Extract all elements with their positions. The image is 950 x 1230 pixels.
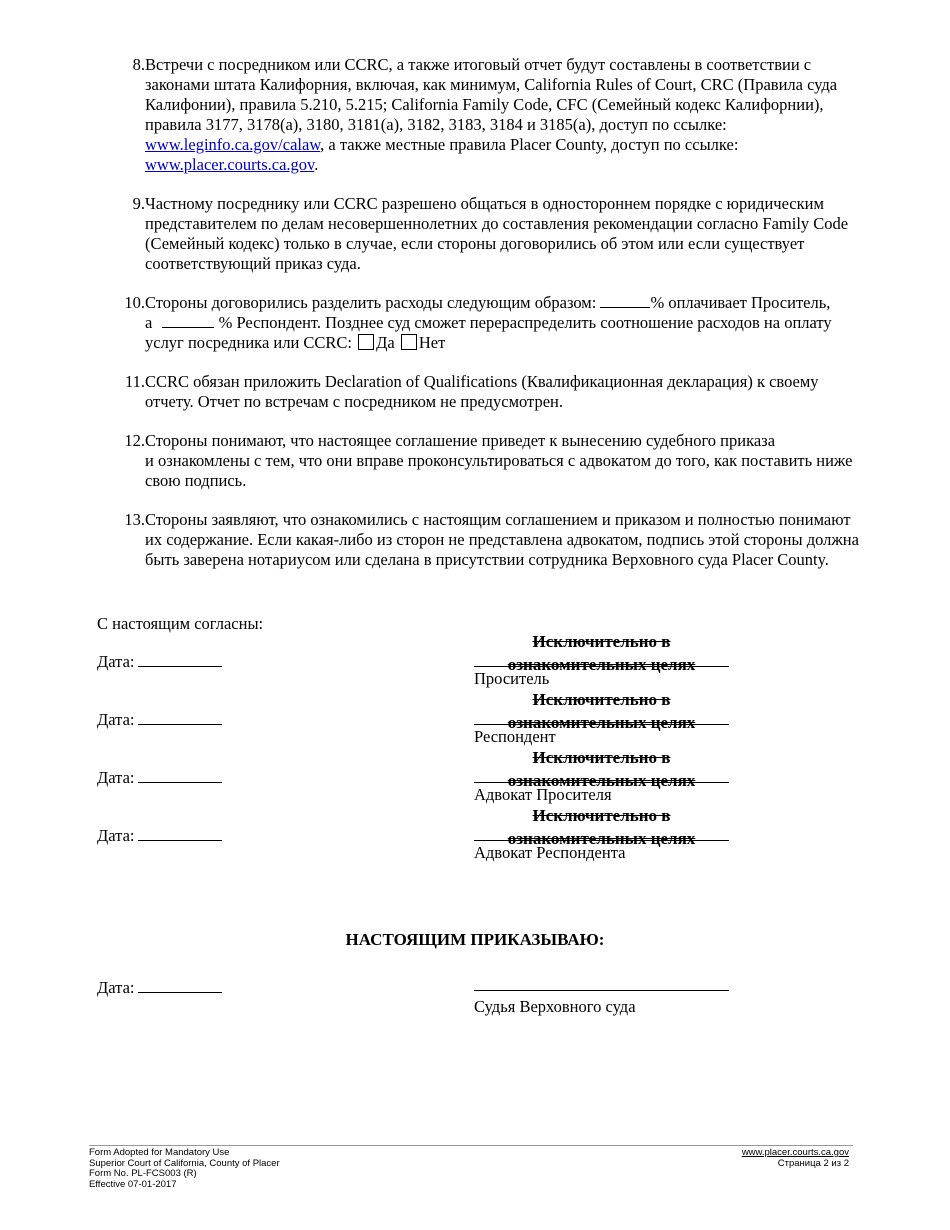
date-field[interactable] [138, 768, 222, 783]
signature-label: Адвокат Респондента [474, 843, 626, 862]
item-number: 9. [132, 194, 145, 213]
date-row [97, 710, 222, 730]
no-label: Нет [418, 333, 446, 352]
page-number: Страница 2 из 2 [777, 1157, 849, 1169]
numbered-items [105, 55, 865, 589]
date-row [97, 826, 222, 846]
item-text-part: а [145, 313, 157, 332]
yes-label: Да [376, 333, 395, 352]
placer-courts-link[interactable]: www.placer.courts.ca.gov [145, 155, 315, 174]
footer-form-info [89, 1148, 280, 1190]
reference-only-stamp [474, 688, 729, 732]
order-title: НАСТОЯЩИМ ПРИКАЗЫВАЮ: [345, 930, 605, 949]
list-item [105, 293, 865, 353]
list-item [105, 431, 865, 491]
stamp-line: ознакомительных целях [507, 829, 696, 848]
item-text: Стороны заявляют, что ознакомились с настоящим соглашением и приказом и полностью понимают их содержание. Если какая-либо из сторон не представлена адвокатом, подпись этой стороны должна быть заверена нотариусом или сделана в присутствии сотрудника Верховного суда Placer County. [145, 510, 859, 569]
date-row [97, 768, 222, 788]
signature-block-respondent [474, 688, 729, 747]
respondent-percent-field[interactable] [162, 313, 214, 328]
item-text-part: , а также местные правила Placer County, доступ по ссылке: [320, 135, 739, 154]
item-text-part: Стороны договорились разделить расходы следующим образом: [145, 293, 601, 312]
signature-block-petitioner-attorney [474, 746, 729, 805]
footer-page-info [742, 1148, 849, 1169]
yes-checkbox[interactable] [358, 334, 374, 350]
item-number: 11. [124, 372, 145, 391]
item-text-part: Стороны понимают, что настоящее соглашение приведет к вынесению судебного приказа [145, 431, 776, 450]
item-text: Частному посреднику или CCRC разрешено общаться в одностороннем порядке с юридическим представителем по делам несовершеннолетних до составления рекомендации согласно Family Code (Семейный кодекс) только в случае, если стороны договорились об этом или если существует соответствующий приказ суда. [145, 194, 849, 273]
stamp-line: Исключительно в [532, 806, 671, 825]
item-number: 10. [124, 293, 145, 312]
date-field[interactable] [138, 710, 222, 725]
item-text [145, 293, 865, 353]
signature-label: Респондент [474, 727, 556, 746]
item-text [145, 55, 865, 175]
item-text-part: % оплачивает Проситель, [650, 293, 831, 312]
footer-line: Superior Court of California, County of Placer [89, 1157, 280, 1169]
date-label: Дата: [97, 652, 135, 671]
judge-label: Судья Верховного суда [474, 997, 636, 1016]
stamp-line: ознакомительных целях [507, 713, 696, 732]
date-row [97, 652, 222, 672]
date-label: Дата: [97, 826, 135, 845]
signature-block-petitioner [474, 630, 729, 689]
date-field[interactable] [138, 826, 222, 841]
footer-line: Effective 07-01-2017 [89, 1178, 177, 1190]
footer-site-link[interactable]: www.placer.courts.ca.gov [741, 1147, 849, 1158]
stamp-line: ознакомительных целях [507, 655, 696, 674]
item-text-part: Встречи с посредником или CCRC, а также итоговый отчет будут составлены в соответствии с законами штата Калифорния, включая, как минимум, California Rules of Court, CRC (Правила суда Калифонии), правила 5.210, 5.215; California Family Code, CFC (Семейный кодекс Калифорнии), правила 3177, 3178(a), 3180, 3181(a), 3182, 3183, 3184 и 3185(a), доступ по ссылке: [145, 55, 838, 134]
reference-only-stamp [474, 746, 729, 790]
leginfo-link[interactable]: www.leginfo.ca.gov/calaw [145, 135, 321, 154]
item-text-part: и ознакомлены с тем, что они вправе проконсультироваться с адвокатом до того, как поставить ниже свою подпись. [145, 451, 853, 490]
petitioner-percent-field[interactable] [600, 293, 650, 308]
footer-line: Form No. PL-FCS003 (R) [89, 1168, 197, 1179]
item-text-part: % Респондент. Позднее суд сможет перераспределить соотношение расходов на оплату услуг посредника или CCRC: [145, 313, 832, 352]
reference-only-stamp [474, 630, 729, 674]
date-row [97, 978, 222, 998]
stamp-line: Исключительно в [532, 632, 671, 651]
list-item [105, 510, 865, 570]
stamp-line: Исключительно в [532, 748, 671, 767]
list-item [105, 55, 865, 175]
date-label: Дата: [97, 768, 135, 787]
item-text-part: . [314, 155, 319, 174]
signature-label: Адвокат Просителя [474, 785, 612, 804]
stamp-line: Исключительно в [532, 690, 671, 709]
signature-label: Проситель [474, 669, 550, 688]
list-item [105, 194, 865, 274]
agreement-label: С настоящим согласны: [97, 614, 264, 633]
date-label: Дата: [97, 978, 135, 997]
list-item [105, 372, 865, 412]
item-number: 12. [124, 431, 145, 450]
reference-only-stamp [474, 804, 729, 848]
item-number: 13. [124, 510, 145, 529]
footer-divider [89, 1145, 853, 1146]
item-text [145, 431, 865, 491]
date-field[interactable] [138, 652, 222, 667]
stamp-line: ознакомительных целях [507, 771, 696, 790]
item-text: CCRC обязан приложить Declaration of Qualifications (Квалификационная декларация) к своему отчету. Отчет по встречам с посредником не предусмотрен. [145, 372, 819, 411]
date-field[interactable] [138, 978, 222, 993]
no-checkbox[interactable] [401, 334, 417, 350]
item-number: 8. [132, 55, 145, 74]
signature-block-respondent-attorney [474, 804, 729, 863]
date-label: Дата: [97, 710, 135, 729]
footer-line: Form Adopted for Mandatory Use [89, 1147, 230, 1158]
judge-signature-line[interactable] [474, 990, 729, 991]
